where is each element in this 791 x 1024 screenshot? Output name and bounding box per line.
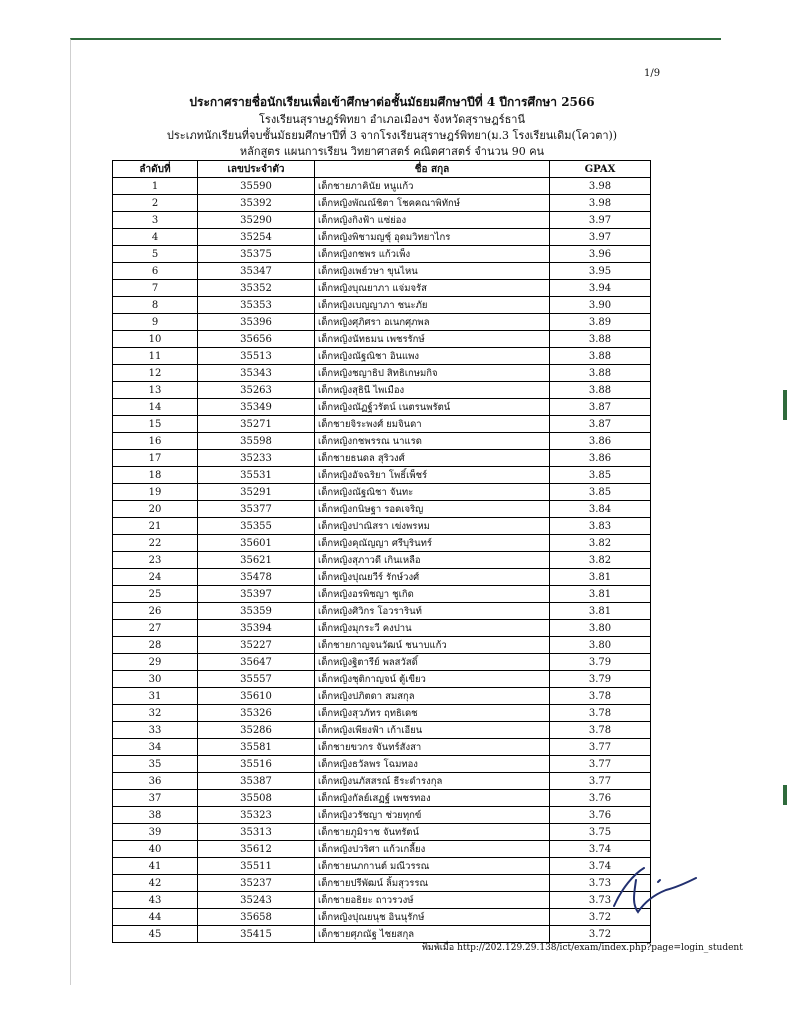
cell-name: เด็กหญิงเพียงฟ้า เก้าเอียน [315, 722, 550, 739]
cell-order: 12 [113, 365, 198, 382]
cell-gpax: 3.79 [550, 654, 651, 671]
cell-student-id: 35621 [198, 552, 315, 569]
column-header-name: ชื่อ สกุล [315, 161, 550, 178]
cell-order: 7 [113, 280, 198, 297]
cell-student-id: 35511 [198, 858, 315, 875]
page-number: 1/9 [644, 68, 661, 79]
cell-name: เด็กหญิงคุณัญญา ศรีบุรินทร์ [315, 535, 550, 552]
column-header-gpax: GPAX [550, 161, 651, 178]
cell-name: เด็กชายศุภณัฐ ไชยสกุล [315, 926, 550, 943]
cell-order: 28 [113, 637, 198, 654]
cell-gpax: 3.88 [550, 331, 651, 348]
cell-order: 4 [113, 229, 198, 246]
table-row [113, 263, 651, 280]
cell-student-id: 35313 [198, 824, 315, 841]
cell-gpax: 3.73 [550, 892, 651, 909]
table-row [113, 535, 651, 552]
cell-name: เด็กหญิงณัฏฐ์วรัตน์ เนตรนพรัตน์ [315, 399, 550, 416]
cell-gpax: 3.84 [550, 501, 651, 518]
cell-name: เด็กหญิงสุภาวดี เกินเหลือ [315, 552, 550, 569]
table-row [113, 841, 651, 858]
table-row [113, 331, 651, 348]
cell-name: เด็กหญิงนภัสสรณ์ ธีระดำรงกุล [315, 773, 550, 790]
table-row [113, 518, 651, 535]
cell-student-id: 35286 [198, 722, 315, 739]
cell-gpax: 3.88 [550, 382, 651, 399]
cell-student-id: 35353 [198, 297, 315, 314]
print-footer: พิมพ์เมื่อ http://202.129.29.138/ict/exam/index.php?page=login_student [422, 943, 743, 953]
table-row [113, 229, 651, 246]
cell-student-id: 35263 [198, 382, 315, 399]
cell-name: เด็กหญิงพิชามญชุ์ อุดมวิทยาไกร [315, 229, 550, 246]
table-row [113, 195, 651, 212]
table-row [113, 586, 651, 603]
cell-student-id: 35513 [198, 348, 315, 365]
cell-student-id: 35610 [198, 688, 315, 705]
cell-gpax: 3.77 [550, 739, 651, 756]
table-row [113, 858, 651, 875]
cell-order: 10 [113, 331, 198, 348]
cell-student-id: 35647 [198, 654, 315, 671]
cell-order: 37 [113, 790, 198, 807]
cell-order: 8 [113, 297, 198, 314]
cell-name: เด็กหญิงศิวิกร โอวรารินท์ [315, 603, 550, 620]
cell-order: 20 [113, 501, 198, 518]
table-row [113, 501, 651, 518]
cell-gpax: 3.80 [550, 637, 651, 654]
cell-student-id: 35478 [198, 569, 315, 586]
cell-gpax: 3.73 [550, 875, 651, 892]
cell-name: เด็กชายภาคินัย หนูแก้ว [315, 178, 550, 195]
cell-student-id: 35397 [198, 586, 315, 603]
cell-name: เด็กชายภูมิราช จันทรัตน์ [315, 824, 550, 841]
cell-gpax: 3.87 [550, 416, 651, 433]
cell-student-id: 35227 [198, 637, 315, 654]
cell-name: เด็กหญิงกชพรรณ นาแรด [315, 433, 550, 450]
column-header-order: ลำดับที่ [113, 161, 198, 178]
cell-student-id: 35508 [198, 790, 315, 807]
cell-student-id: 35290 [198, 212, 315, 229]
table-row [113, 280, 651, 297]
cell-order: 34 [113, 739, 198, 756]
cell-order: 40 [113, 841, 198, 858]
cell-name: เด็กชายจิระพงศ์ ยมจินดา [315, 416, 550, 433]
cell-name: เด็กชายธนดล สุริวงศ์ [315, 450, 550, 467]
cell-order: 19 [113, 484, 198, 501]
cell-gpax: 3.74 [550, 841, 651, 858]
cell-student-id: 35375 [198, 246, 315, 263]
cell-name: เด็กหญิงณัฐณิชา อินแพง [315, 348, 550, 365]
cell-order: 2 [113, 195, 198, 212]
table-row [113, 484, 651, 501]
cell-gpax: 3.96 [550, 246, 651, 263]
cell-order: 21 [113, 518, 198, 535]
table-row [113, 416, 651, 433]
cell-gpax: 3.78 [550, 705, 651, 722]
cell-name: เด็กชายขวกร จันทร์สังสา [315, 739, 550, 756]
cell-name: เด็กหญิงอัจฉริยา โพธิ์เพ็ชร์ [315, 467, 550, 484]
cell-gpax: 3.76 [550, 807, 651, 824]
cell-order: 11 [113, 348, 198, 365]
cell-name: เด็กชายอธิยะ ถาวรวงษ์ [315, 892, 550, 909]
table-row [113, 790, 651, 807]
table-row [113, 178, 651, 195]
cell-order: 42 [113, 875, 198, 892]
cell-student-id: 35352 [198, 280, 315, 297]
cell-name: เด็กหญิงณัฐณิชา จันทะ [315, 484, 550, 501]
cell-student-id: 35581 [198, 739, 315, 756]
cell-order: 5 [113, 246, 198, 263]
cell-gpax: 3.86 [550, 450, 651, 467]
cell-student-id: 35531 [198, 467, 315, 484]
table-header-row [113, 161, 651, 178]
cell-student-id: 35237 [198, 875, 315, 892]
table-row [113, 467, 651, 484]
cell-gpax: 3.81 [550, 603, 651, 620]
cell-student-id: 35387 [198, 773, 315, 790]
table-row [113, 705, 651, 722]
cell-order: 44 [113, 909, 198, 926]
cell-student-id: 35590 [198, 178, 315, 195]
cell-order: 35 [113, 756, 198, 773]
cell-gpax: 3.75 [550, 824, 651, 841]
cell-order: 27 [113, 620, 198, 637]
program-line: หลักสูตร แผนการเรียน วิทยาศาสตร์ คณิตศาสตร์ จำนวน 90 คน [239, 145, 545, 158]
table-row [113, 756, 651, 773]
cell-order: 24 [113, 569, 198, 586]
cell-name: เด็กหญิงอรพิชญา ชูเกิด [315, 586, 550, 603]
cell-name: เด็กชายนภกานต์ มณีวรรณ [315, 858, 550, 875]
table-row [113, 671, 651, 688]
cell-gpax: 3.94 [550, 280, 651, 297]
cell-student-id: 35359 [198, 603, 315, 620]
table-row [113, 824, 651, 841]
table-row [113, 552, 651, 569]
cell-order: 45 [113, 926, 198, 943]
table-row [113, 909, 651, 926]
cell-order: 22 [113, 535, 198, 552]
column-header-student-id: เลขประจำตัว [198, 161, 315, 178]
cell-gpax: 3.87 [550, 399, 651, 416]
cell-student-id: 35271 [198, 416, 315, 433]
cell-name: เด็กหญิงปวริศา แก้วเกลี้ยง [315, 841, 550, 858]
signature-scribble [600, 860, 720, 920]
cell-student-id: 35343 [198, 365, 315, 382]
school-line: โรงเรียนสุราษฎร์พิทยา อำเภอเมืองฯ จังหวัดสุราษฎร์ธานี [259, 113, 525, 126]
cell-student-id: 35233 [198, 450, 315, 467]
cell-gpax: 3.97 [550, 229, 651, 246]
table-row [113, 433, 651, 450]
cell-name: เด็กหญิงสุวภัทร ฤทธิเดช [315, 705, 550, 722]
table-row [113, 450, 651, 467]
table-row [113, 654, 651, 671]
cell-order: 16 [113, 433, 198, 450]
cell-gpax: 3.77 [550, 756, 651, 773]
cell-name: เด็กหญิงปุณยวีร์ รักษ์วงศ์ [315, 569, 550, 586]
cell-name: เด็กชายกาญจนวัฒน์ ชนาบแก้ว [315, 637, 550, 654]
table-row [113, 297, 651, 314]
cell-gpax: 3.76 [550, 790, 651, 807]
cell-name: เด็กหญิงเพย์วษา ขุนไหน [315, 263, 550, 280]
cell-student-id: 35377 [198, 501, 315, 518]
table-row [113, 722, 651, 739]
cell-order: 32 [113, 705, 198, 722]
cell-order: 9 [113, 314, 198, 331]
cell-student-id: 35355 [198, 518, 315, 535]
cell-name: เด็กหญิงพัณณ์ชิตา โชคคณาพิทักษ์ [315, 195, 550, 212]
cell-name: เด็กหญิงกนิษฐา รอดเจริญ [315, 501, 550, 518]
cell-gpax: 3.74 [550, 858, 651, 875]
cell-student-id: 35601 [198, 535, 315, 552]
table-row [113, 246, 651, 263]
cell-order: 14 [113, 399, 198, 416]
cell-student-id: 35557 [198, 671, 315, 688]
cell-order: 6 [113, 263, 198, 280]
cell-order: 26 [113, 603, 198, 620]
cell-student-id: 35516 [198, 756, 315, 773]
cell-order: 23 [113, 552, 198, 569]
cell-name: เด็กชายปรีพัฒน์ ลิ้มสุวรรณ [315, 875, 550, 892]
student-table [112, 160, 651, 943]
table-row [113, 399, 651, 416]
cell-gpax: 3.80 [550, 620, 651, 637]
cell-order: 43 [113, 892, 198, 909]
table-row [113, 212, 651, 229]
cell-gpax: 3.82 [550, 552, 651, 569]
cell-order: 3 [113, 212, 198, 229]
table-row [113, 773, 651, 790]
cell-order: 38 [113, 807, 198, 824]
cell-order: 18 [113, 467, 198, 484]
cell-name: เด็กหญิงกชพร แก้วเพ็ง [315, 246, 550, 263]
cell-student-id: 35598 [198, 433, 315, 450]
cell-name: เด็กหญิงศุภิศรา อเนกศุภพล [315, 314, 550, 331]
cell-student-id: 35612 [198, 841, 315, 858]
cell-name: เด็กหญิงปุณยนุช อินนุรักษ์ [315, 909, 550, 926]
cell-name: เด็กหญิงกัลย์เสฏฐ์ เพชรทอง [315, 790, 550, 807]
document-title: ประกาศรายชื่อนักเรียนเพื่อเข้าศึกษาต่อชั้นมัธยมศึกษาปีที่ 4 ปีการศึกษา 2566 [189, 95, 595, 109]
cell-name: เด็กหญิงวรัชญา ช่วยทุกข์ [315, 807, 550, 824]
table-row [113, 637, 651, 654]
cell-student-id: 35349 [198, 399, 315, 416]
table-row [113, 382, 651, 399]
table-row [113, 688, 651, 705]
cell-order: 25 [113, 586, 198, 603]
cell-order: 31 [113, 688, 198, 705]
cell-name: เด็กหญิงปาณิสรา เข่งพรหม [315, 518, 550, 535]
cell-gpax: 3.98 [550, 178, 651, 195]
cell-student-id: 35323 [198, 807, 315, 824]
cell-name: เด็กหญิงกิงฟ้า แซ่ย่อง [315, 212, 550, 229]
cell-order: 17 [113, 450, 198, 467]
cell-gpax: 3.81 [550, 586, 651, 603]
cell-gpax: 3.79 [550, 671, 651, 688]
cell-gpax: 3.78 [550, 688, 651, 705]
cell-gpax: 3.90 [550, 297, 651, 314]
cell-student-id: 35396 [198, 314, 315, 331]
cell-gpax: 3.85 [550, 484, 651, 501]
cell-gpax: 3.82 [550, 535, 651, 552]
cell-name: เด็กหญิงฐิตารีย์ พลสวัสดิ์ [315, 654, 550, 671]
cell-name: เด็กหญิงปภิตดา สมสกุล [315, 688, 550, 705]
cell-gpax: 3.85 [550, 467, 651, 484]
cell-name: เด็กหญิงชญาธิป สิทธิเกษมกิจ [315, 365, 550, 382]
cell-order: 41 [113, 858, 198, 875]
cell-gpax: 3.98 [550, 195, 651, 212]
cell-gpax: 3.83 [550, 518, 651, 535]
cell-order: 36 [113, 773, 198, 790]
cell-student-id: 35347 [198, 263, 315, 280]
cell-order: 15 [113, 416, 198, 433]
cell-gpax: 3.78 [550, 722, 651, 739]
cell-gpax: 3.88 [550, 348, 651, 365]
cell-student-id: 35415 [198, 926, 315, 943]
table-row [113, 892, 651, 909]
cell-gpax: 3.72 [550, 926, 651, 943]
cell-gpax: 3.72 [550, 909, 651, 926]
cell-gpax: 3.81 [550, 569, 651, 586]
cell-gpax: 3.95 [550, 263, 651, 280]
cell-name: เด็กหญิงสุธินี ไพเมือง [315, 382, 550, 399]
cell-student-id: 35392 [198, 195, 315, 212]
cell-student-id: 35394 [198, 620, 315, 637]
cell-name: เด็กหญิงเบญญาภา ชนะภัย [315, 297, 550, 314]
cell-name: เด็กหญิงชุติกาญจน์ ตู้เขียว [315, 671, 550, 688]
cell-order: 33 [113, 722, 198, 739]
cell-order: 1 [113, 178, 198, 195]
table-row [113, 348, 651, 365]
cell-gpax: 3.97 [550, 212, 651, 229]
table-row [113, 875, 651, 892]
table-row [113, 569, 651, 586]
table-row [113, 739, 651, 756]
cell-gpax: 3.77 [550, 773, 651, 790]
category-line: ประเภทนักเรียนที่จบชั้นมัธยมศึกษาปีที่ 3 จากโรงเรียนสุราษฎร์พิทยา(ม.3 โรงเรียนเดิม(โควตา)) [166, 129, 618, 142]
cell-student-id: 35243 [198, 892, 315, 909]
cell-name: เด็กหญิงนัทธมน เพชรรักษ์ [315, 331, 550, 348]
cell-gpax: 3.86 [550, 433, 651, 450]
cell-student-id: 35656 [198, 331, 315, 348]
table-row [113, 620, 651, 637]
cell-order: 39 [113, 824, 198, 841]
cell-order: 13 [113, 382, 198, 399]
cell-student-id: 35291 [198, 484, 315, 501]
table-row [113, 365, 651, 382]
table-row [113, 314, 651, 331]
cell-name: เด็กหญิงธวัลพร โฉมทอง [315, 756, 550, 773]
cell-order: 29 [113, 654, 198, 671]
cell-student-id: 35658 [198, 909, 315, 926]
cell-order: 30 [113, 671, 198, 688]
cell-name: เด็กหญิงมุกระวี คงปาน [315, 620, 550, 637]
cell-gpax: 3.89 [550, 314, 651, 331]
cell-student-id: 35326 [198, 705, 315, 722]
cell-name: เด็กหญิงบุณยาภา แจ่มจรัส [315, 280, 550, 297]
table-row [113, 603, 651, 620]
table-row [113, 807, 651, 824]
cell-gpax: 3.88 [550, 365, 651, 382]
cell-student-id: 35254 [198, 229, 315, 246]
